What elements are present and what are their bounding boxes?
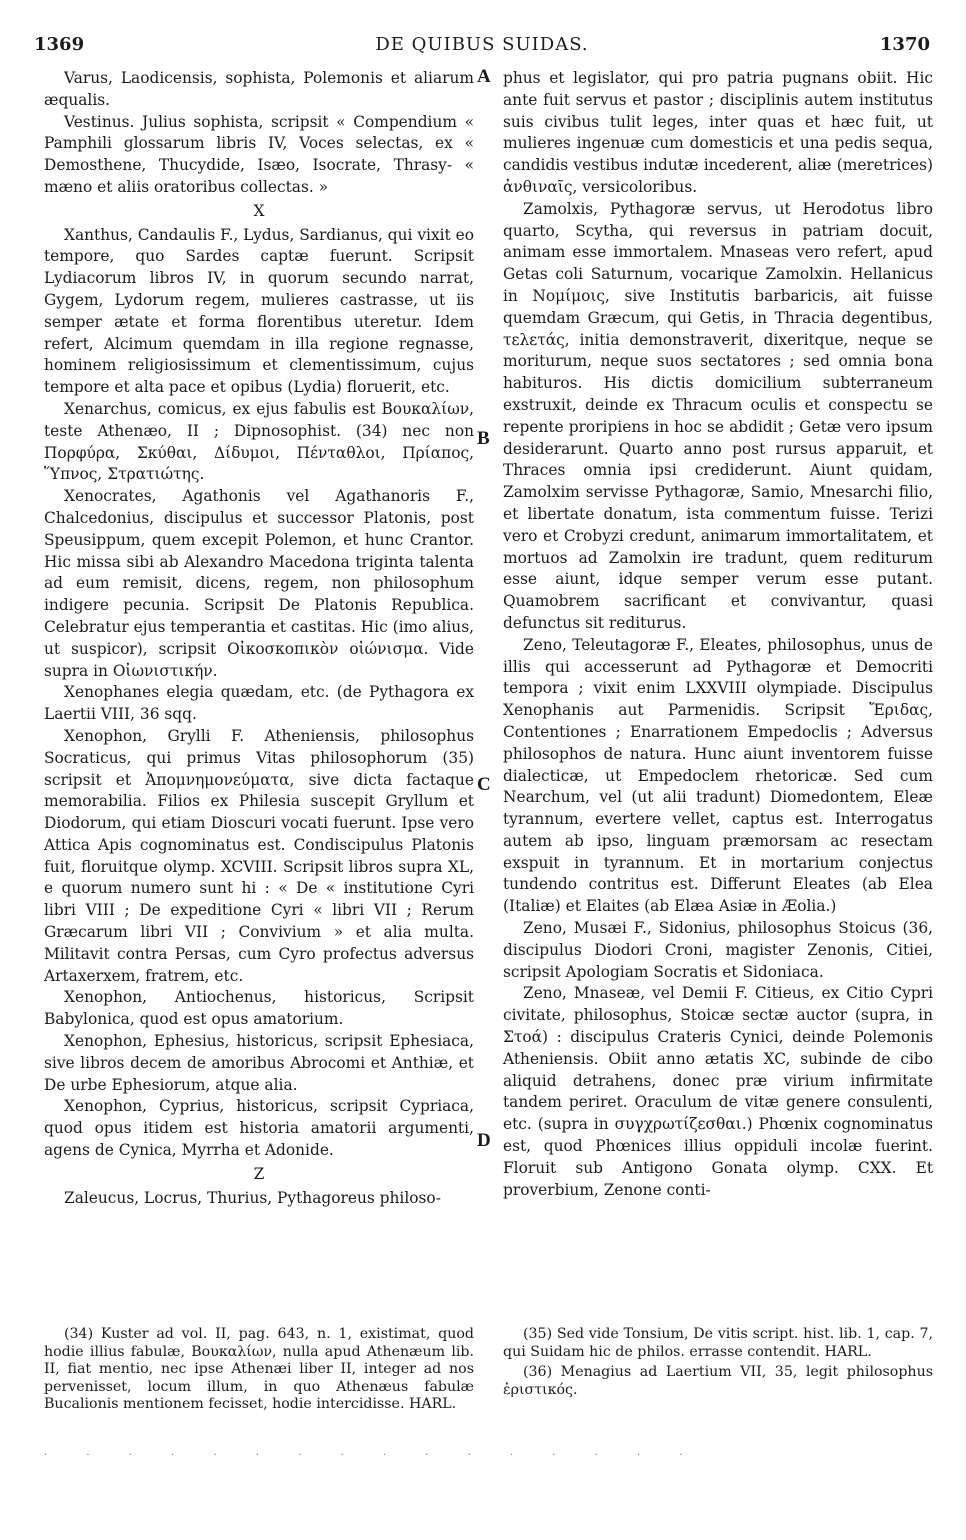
page-number-left: 1369 — [34, 34, 85, 55]
running-title: DE QUIBUS SUIDAS. — [375, 34, 589, 55]
margin-mark-c: C — [477, 774, 491, 795]
footnote-36: (36) Menagius ad Laertium VII, 35, legit philosophus ἐριστικός. — [503, 1364, 933, 1398]
entry-varus: Varus, Laodicensis, sophista, Polemonis et aliarum æqualis. — [44, 69, 474, 109]
footnotes-left — [44, 1326, 474, 1417]
entry-zeno-citieus: Zeno, Mnaseæ, vel Demii F. Citieus, ex Citio Cypri civitate, philosophus, Stoicæ sectæ auctor (supra, in Στοά) : discipulus Crateris Cynici, deinde Polemonis Atheniensis. Obiit anno ætatis XC, subinde de cibo aliquid detrahens, donec præ virium infirmitate tandem periret. Oraculum de vitæ genere consulenti, etc. (supra in συγχρωτίζεσθαι.) Phœnix cognominatus est, quod Phœnices illius oppiduli incolæ fuerint. Floruit sub Antigono Gonata olymp. CXX. Et proverbium, Zenone conti- — [503, 984, 933, 1199]
footnote-34: (34) Kuster ad vol. II, pag. 643, n. 1, existimat, quod hodie illius fabulæ, Βουκαλίων, nulla apud Athenæum lib. II, fiat mentio, nec ipse Athenæi liber II, integer ad nos pervenisset, locum illum, in quo Athenæus fabulæ Bucalionis mentionem fecisset, hodie intercidisse. HARL. — [44, 1326, 474, 1413]
margin-mark-b: B — [477, 428, 490, 449]
entry-xenophon-cyprius: Xenophon, Cyprius, historicus, scripsit Cypriaca, quod opus itidem est historia amatorii argumenti, agens de Cynica, Myrrha et Adonide. — [44, 1097, 474, 1160]
margin-mark-d: D — [477, 1130, 491, 1151]
entry-xenophanes: Xenophanes elegia quædam, etc. (de Pythagora ex Laertii VIII, 36 sqq. — [44, 683, 474, 724]
entry-zeno-sidonius: Zeno, Musæi F., Sidonius, philosophus Stoicus (36, discipulus Diodori Croni, magister Zenonis, Citiei, scripsit Apologiam Socratis et Sidoniaca. — [503, 919, 933, 981]
entry-xenarchus: Xenarchus, comicus, ex ejus fabulis est Βουκαλίων, teste Athenæo, II ; Dipnosophist. (34) nec non Πορφύρα, Σκύθαι, Δίδυμοι, Πένταθλοι, Πρίαπος, Ὕπνος, Στρατιώτης. — [44, 399, 474, 484]
entry-zeno-eleates: Zeno, Teleutagoræ F., Eleates, philosophus, unus de illis qui accesserunt ad Pythagoræ et Democriti tempora ; vixit enim LXXVIII olympiade. Discipulus Xenophanis aut Parmenidis. Scripsit Ἔριδας, Contentiones ; Enarrationem Empedoclis ; Adversus philosophos de natura. Hunc aiunt inventorem fuisse dialecticæ, ut Empedoclem rhetoricæ. Sed cum Nearchum, vel (ut alii tradunt) Diomedontem, Eleæ tyrannum, evertere vellet, captus est. Interrogatus autem ab ipso, linguam præmorsam ac resectam exspuit in tyrannum. Et in mortarium conjectus tundendo contritus est. Differunt Eleates (ab Elea (Italiæ) et Elaites (ab Elæa Asiæ in Æolia.) — [503, 635, 933, 916]
entry-xanthus: Xanthus, Candaulis F., Lydus, Sardianus, qui vixit eo tempore, quo Sardes captæ fuerunt. Scripsit Lydiacorum libros IV, in quorum secundo narrat, Gygem, Lydorum regem, mulieres castrasse, ut iis semper ætate et forma florentibus uteretur. Idem refert, Alcimum quemdam in illa regione regnasse, hominem religiosissimum et clementissimum, cujus tempore et alta pace et opibus (Lydia) floruerit, etc. — [44, 225, 475, 397]
entry-vestinus: Vestinus. Julius sophista, scripsit « Compendium « Pamphili glossarum libris IV, Voces selectas, ex « Demosthene, Thucydide, Isæo, Isocrate, Thrasy- « mæno et aliis oratoribus collectas. » — [44, 112, 474, 196]
section-letter-z: Z — [253, 1164, 265, 1183]
page-number-right: 1370 — [879, 34, 930, 55]
entry-zaleucus: Zaleucus, Locrus, Thurius, Pythagoreus philoso- — [64, 1188, 441, 1207]
entry-xenocrates: Xenocrates, Agathonis vel Agathanoris F., Chalcedonius, discipulus et successor Platonis, post Speusippum, quem excepit Polemon, et hunc Crantor. Hic missa sibi ab Alexandro Macedona triginta talenta ad eum remisit, dicens, regem, non philosophum indigere pecunia. Scripsit De Platonis Republica. Celebratur ejus temperantia et castitas. Hic (imo alius, ut suspicor), scripsit Οἰκοσκοπικὸν οἰώνισμα. Vide supra in Οἰωνιστικήν. — [44, 487, 474, 680]
section-letter-x: X — [253, 201, 265, 220]
entry-xenophon-ephesius: Xenophon, Ephesius, historicus, scripsit Ephesiaca, sive libros decem de amoribus Abrocomi et Anthiæ, et De urbe Ephesiorum, atque alia. — [44, 1032, 474, 1094]
entry-xenophon-antiochenus: Xenophon, Antiochenus, historicus, Scripsit Babylonica, quod est opus amatorium. — [44, 988, 474, 1029]
footnotes-right — [503, 1326, 933, 1402]
footnote-35: (35) Sed vide Tonsium, De vitis script. hist. lib. 1, cap. 7, qui Suidam hic de philos. errasse contendit. HARL. — [503, 1326, 933, 1360]
right-text-column — [503, 68, 933, 1201]
dotted-rule: · · · · · · · · · · · · · · · · — [44, 1450, 701, 1461]
entry-zamolxis: Zamolxis, Pythagoræ servus, ut Herodotus libro quarto, Scytha, qui reversus in patriam docuit, animam esse immortalem. Mnaseas vero refert, apud Getas coli Saturnum, vocarique Zamolxin. Hellanicus in Νομίμοις, sive Institutis barbaricis, ait fuisse quemdam Græcum, qui Getis, in Thracia degentibus, τελετάς, initia demonstraverit, dixeritque, neque se moriturum, neque suos sectatores ; sed omnia bona habituros. His dictis domicilium subterraneum exstruxit, deinde ex Thracum oculis et conspectu se repente proripiens in hoc se abdidit ; Getæ vero ipsum desiderarunt. Quarto anno post rursus apparuit, et Thraces omnia ipsi crediderunt. Aiunt quidam, Zamolxim servisse Pythagoræ, Samio, Mnesarchi filio, et libertate donatum, ista commentum fuisse. Terizi vero et Crobyzi credunt, animarum immortalitatem, et mortuos ad Zamolxin ire tradunt, quem rediturum esse aiunt, idque semper verum esse putant. Quamobrem sacrificant et convivantur, quasi defunctus sit rediturus. — [503, 199, 933, 632]
margin-mark-a: A — [477, 66, 491, 87]
page-header — [34, 34, 930, 60]
entry-xenophon-grylli: Xenophon, Grylli F. Atheniensis, philosophus Socraticus, qui primus Vitas philosophorum (35) scripsit et Ἀπομνημονεύματα, sive dicta factaque memorabilia. Filios ex Philesia suscepit Gryllum et Diodorum, qui etiam Dioscuri vocati fuerunt. Ipse vero Attica Apis cognominatus est. Condiscipulus Platonis fuit, floruitque olymp. XCVIII. Scripsit libros supra XL, e quorum numero sunt hi : « De « institutione Cyri libri VIII ; De expeditione Cyri « libri VII ; Rerum Græcarum libri VII ; Convivium » et alia multa. Militavit contra Persas, cum Cyro profectus adversus Artaxerxem, fratrem, etc. — [44, 726, 474, 985]
entry-zaleucus-continued: phus et legislator, qui pro patria pugnans obiit. Hic ante fuit servus et pastor ; disciplinis autem institutus suis civibus tulit leges, inter quas et hæc fuit, ut mulieres ingenuæ cum domesticis et una pedis sequa, candidis vestibus indutæ incederent, aliæ (meretrices) ἀνθιναῖς, versicoloribus. — [503, 69, 933, 196]
left-text-column — [44, 68, 474, 1209]
